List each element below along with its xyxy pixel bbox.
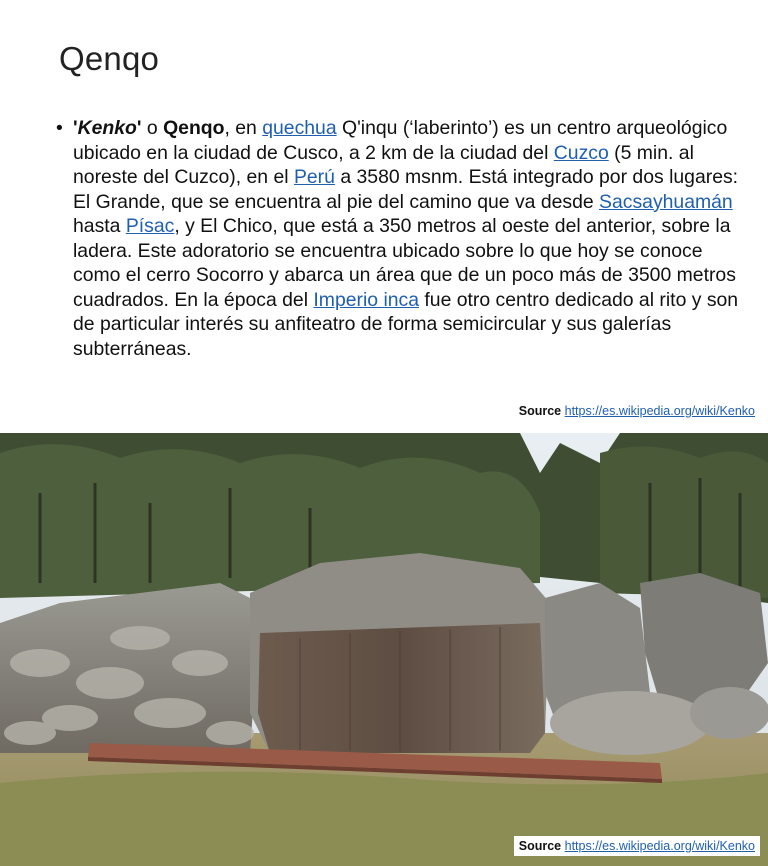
bullet-paragraph [56, 116, 746, 361]
link-quechua[interactable]: quechua [262, 117, 337, 139]
bullet-dot: • [56, 117, 63, 139]
source-link-top[interactable]: https://es.wikipedia.org/wiki/Kenko [564, 404, 755, 418]
link-cuzco[interactable]: Cuzco [553, 141, 609, 164]
text-segment: Q'inqu (‘laberinto’) es un centro arqueológico ubicado en la ciudad de Cusco, a 2 km de la ciudad del [73, 117, 728, 164]
qenqo-photo-illustration [0, 433, 768, 866]
text-segment: o [141, 117, 164, 139]
source-caption-bottom [514, 836, 760, 856]
source-link-bottom[interactable]: https://es.wikipedia.org/wiki/Kenko [564, 839, 755, 853]
text-segment: fue otro centro dedicado al rito y son de particular interés su anfiteatro de forma semicircular y sus galerías subterráneas. [73, 288, 739, 360]
link-sacsayhuaman[interactable]: Sacsayhuamán [599, 190, 733, 213]
quote-open: ' [73, 117, 78, 139]
text-segment: hasta [73, 215, 126, 237]
source-label: Source [518, 839, 562, 853]
link-peru[interactable]: Perú [293, 166, 335, 188]
text-segment: a 3580 msnm. Está integrado por dos lugares: El Grande, que se encuentra al pie del camino que va desde [73, 166, 739, 213]
source-label: Source [518, 404, 562, 418]
quote-close: ' [136, 117, 142, 139]
kenko-term: Kenko [77, 117, 137, 139]
text-segment: (5 min. al noreste del Cuzco), en el [73, 141, 694, 188]
link-pisac[interactable]: Písac [125, 215, 175, 237]
link-imperio-inca[interactable]: Imperio inca [313, 288, 420, 311]
text-segment: , y El Chico, que está a 350 metros al oeste del anterior, sobre la ladera. Este adoratorio se encuentra ubicado sobre lo que hoy se conoce como el cerro Socorro y abarca un área que de un poco más de 3500 metros cuadrados. En la época del [73, 215, 736, 311]
qenqo-term: Qenqo [163, 117, 225, 139]
text-segment: , en [224, 117, 263, 139]
source-caption-top [519, 404, 755, 418]
qenqo-photo [0, 433, 768, 866]
paragraph-text [73, 116, 746, 361]
slide-title: Qenqo [59, 40, 160, 77]
